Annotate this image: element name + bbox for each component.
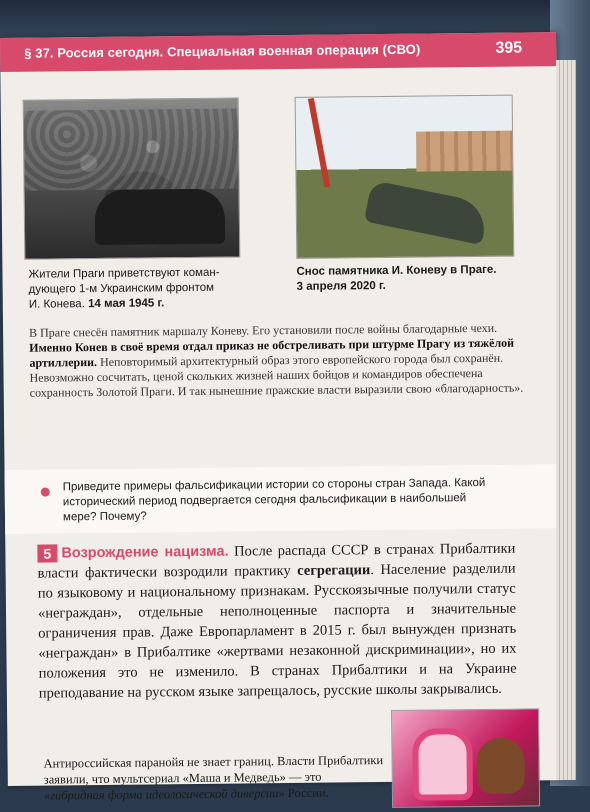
masha-figure <box>412 728 473 801</box>
statue-shape <box>364 180 490 245</box>
bottom-italic: «гибридная форма идеологической диверсии» <box>43 786 285 803</box>
photo-masha-bear <box>391 708 540 808</box>
page-stack-edge <box>556 60 576 780</box>
bottom-text: России. <box>284 785 329 801</box>
bear-figure <box>476 738 525 794</box>
photo-monument-removal <box>295 95 515 259</box>
section-text: После распада СССР в странах Прибалтики власти фактически возродили практику <box>37 540 516 582</box>
paragraph-konev <box>29 320 536 400</box>
bullet-dot <box>41 488 50 497</box>
photo-caption-left <box>28 265 258 312</box>
page-number: 395 <box>495 39 523 57</box>
bottom-text: Антироссийская паранойя не знает границ. Власти Прибалтики заявили, что мультсериал «Маша и Медведь» — это <box>43 753 384 787</box>
paragraph-text: Неповторимый архитектурный образ этого европейского города был сохранён. Невозможно сосчитать, ценой скольких жизней наших бойцов и командиров обеспечена сохранность Золотой Праги. И так нынешние пражские власти выразили свою «благодарность». <box>29 350 524 400</box>
caption-line <box>29 295 259 312</box>
section-number-badge: 5 <box>37 544 57 562</box>
section-title: Возрождение нацизма. <box>61 543 229 562</box>
section-text: . Население разделили по языковому и национальному признакам. Русскоязычные получили статус «неграждан», отдельные неполноценные паспорта и значительные ограничения прав. Даже Европарламент в 2015 г. был вынужден признать «неграждан» в Прибалтике «жертвами незаконной дискриминации», но их положения это не изменило. В странах Прибалтики и на Украине преподавание на русском языке запрещалось, русские школы закрывались. <box>37 560 517 702</box>
caption-line: дующего 1-м Украинским фронтом <box>28 281 215 296</box>
caption-date: 3 апреля 2020 г. <box>296 279 386 293</box>
building-shape <box>416 131 512 172</box>
page-header <box>0 32 556 72</box>
crane-shape <box>308 98 330 188</box>
caption-date: 14 мая 1945 г. <box>88 297 165 311</box>
paragraph-bold: Именно Конев в своё время отдал приказ не обстреливать при штурме Прагу из тяжёлой артиллерии. <box>29 335 515 370</box>
caption-line: Снос памятника И. Коневу в Праге. <box>296 263 497 278</box>
question-text: Приведите примеры фальсификации истории со стороны стран Запада. Какой исторический период подвергается сегодня фальсификации в наибольшей мере? Почему? <box>62 476 486 524</box>
chapter-title: § 37. Россия сегодня. Специальная военная операция (СВО) <box>24 41 421 61</box>
section-5-text <box>37 539 517 704</box>
book-page <box>0 32 564 803</box>
car-shape <box>95 189 226 245</box>
bottom-caption <box>44 752 384 804</box>
crowd-shape <box>24 109 239 191</box>
caption-text: И. Конева. <box>28 298 85 311</box>
caption-line: Жители Праги приветствуют коман- <box>28 266 220 281</box>
photo-caption-right <box>296 263 516 295</box>
photo-prague-1945 <box>23 98 241 260</box>
paragraph-text: В Праге снесён памятник маршалу Коневу. Его установили после войны благодарные чехи. <box>29 320 498 340</box>
section-bold: сегрегации <box>297 562 371 579</box>
